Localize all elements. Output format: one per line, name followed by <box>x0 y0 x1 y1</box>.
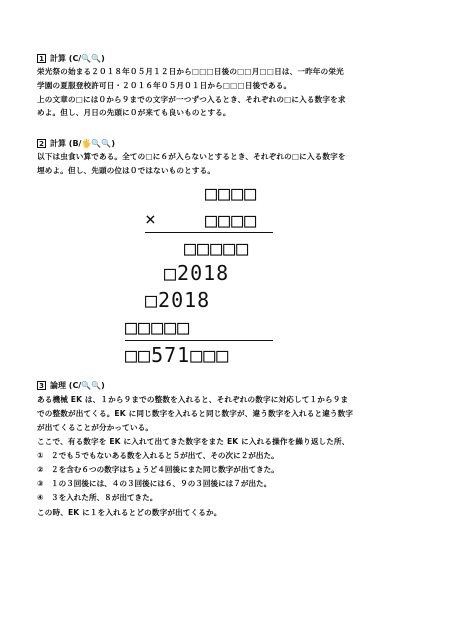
puzzle-row-3: □□□□□ <box>184 236 250 260</box>
section1-line-2: 学園の夏服登校許可日・２０１６年０５月０１日から□□□日後である。 <box>37 81 292 90</box>
section3-heading <box>37 381 105 391</box>
condition-4: ④ ３を入れた所、８が出てきた。 <box>37 493 158 502</box>
section2-title: 計算 (B/🖐🔍🔍) <box>50 139 115 148</box>
puzzle-row-1: □□□□ <box>205 181 258 205</box>
condition-3: ③ １の３回後には、４の３回後には６、９の３回後には７が出た。 <box>37 479 272 488</box>
section2-line-1: 以下は虫食い算である。全ての□に６が入らないとするとき、それぞれの□に入る数字を <box>37 152 346 161</box>
section1-number: 1 <box>37 54 46 63</box>
puzzle-row-7: □□571□□□ <box>125 343 230 367</box>
section2-heading <box>37 139 115 149</box>
puzzle-row-6: □□□□□ <box>125 315 191 339</box>
puzzle-row-5: □2018 <box>145 288 211 312</box>
section3-line-2: での整数が出てくる。EK に同じ数字を入れると同じ数字が、違う数字を入れると違う数字 <box>37 409 354 418</box>
section2-line-2: 埋めよ。但し、先頭の位は０ではないものとする。 <box>37 166 216 175</box>
section1-title: 計算 (C/🔍🔍) <box>50 54 105 63</box>
puzzle-row-4: □2018 <box>164 261 230 285</box>
section1-line-4: めよ。但し、月日の先頭に０が来ても良いものとする。 <box>37 108 231 117</box>
section1-line-1: 栄光祭の始まる２０１８年０５月１２日から□□□日後の□□月□□日は、一昨年の栄光 <box>37 67 344 76</box>
puzzle-rule-1 <box>145 232 273 233</box>
section3-title: 論理 (C/🔍🔍) <box>50 381 105 390</box>
section3-line-4: ここで、有る数字を EK に入れて出てきた数字をまた EK に入れる操作を繰り返した所、 <box>37 437 350 446</box>
puzzle-row-2: □□□□ <box>205 208 258 232</box>
condition-1: ① ２でも５でもないある数を入れると５が出て、その次に２が出た。 <box>37 451 279 460</box>
section3-question: この時、EK に１を入れるとどの数字が出てくるか。 <box>37 508 222 517</box>
section1-heading <box>37 54 105 64</box>
section3-line-1: ある機械 EK は、１から９までの整数を入れると、それぞれの数字に対応して１から９ま <box>37 395 349 404</box>
condition-2: ② ２を含む６つの数字はちょうど４回後にまた同じ数字が出てきた。 <box>37 465 279 474</box>
puzzle-rule-2 <box>125 340 273 341</box>
section2-number: 2 <box>37 139 46 148</box>
section3-line-3: が出てくることが分かっている。 <box>37 423 154 432</box>
puzzle-times-sign: × <box>145 209 157 230</box>
section3-number: 3 <box>37 381 46 390</box>
section1-line-3: 上の文章の□には０から９までの文字が一つずつ入るとき、それぞれの□に入る数字を求 <box>37 95 346 104</box>
